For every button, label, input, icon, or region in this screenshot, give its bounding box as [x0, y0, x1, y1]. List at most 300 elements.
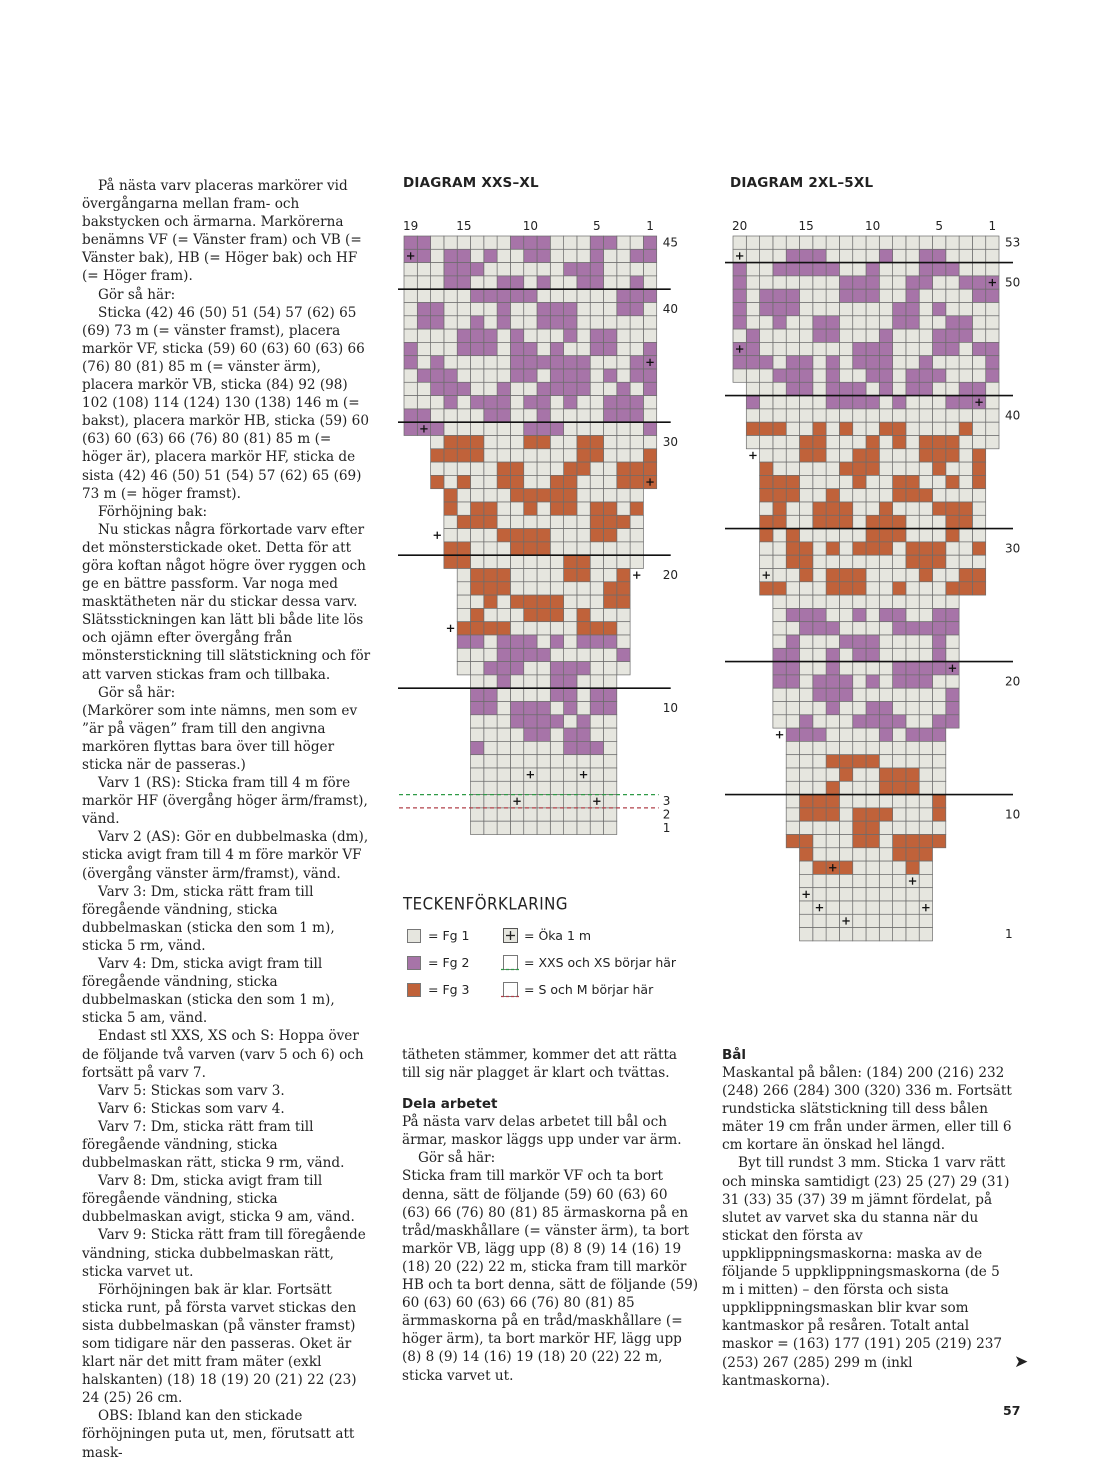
- grid-cell: [497, 795, 510, 808]
- grid-cell: [510, 542, 523, 555]
- grid-cell: [617, 409, 630, 422]
- paragraph: Byt till rundst 3 mm. Sticka 1 varv rätt och minska samtidigt (23) 25 (27) 29 (31) 31 (33) 35 (37) 39 m jämnt fördelat, på slutet av varvet ska du stanna när du stickat den första av uppklippningsmaskorna: maska av de följande 5 uppklippningsmaskorna (de 5 m i mitten) – den första och sista uppklippningsmaskan blir kvar som kantmaskor på resåren. Totalt antal maskor = (163) 177 (191) 205 (219) 237 (253) 267 (285) 299 m (inkl kantmaskorna).: [722, 1155, 1010, 1389]
- grid-cell: [404, 356, 417, 369]
- grid-cell: [972, 236, 985, 249]
- grid-cell: [404, 422, 417, 435]
- grid-cell: [853, 529, 866, 542]
- grid-cell: [893, 675, 906, 688]
- grid-cell: [524, 236, 537, 249]
- grid-cell: [933, 595, 946, 608]
- grid-cell: [760, 555, 773, 568]
- grid-cell: [813, 249, 826, 262]
- grid-cell: [773, 289, 786, 302]
- grid-cell: [550, 529, 563, 542]
- column-number: 19: [403, 219, 419, 233]
- grid-cell: [773, 608, 786, 621]
- grid-cell: [577, 662, 590, 675]
- grid-cell: [893, 635, 906, 648]
- grid-cell: [537, 263, 550, 276]
- grid-cell: [617, 396, 630, 409]
- grid-cell: [853, 781, 866, 794]
- grid-cell: [404, 289, 417, 302]
- grid-cell: [906, 382, 919, 395]
- grid-cell: [879, 369, 892, 382]
- grid-cell: [786, 569, 799, 582]
- grid-cell: [510, 382, 523, 395]
- grid-cell: [577, 622, 590, 635]
- grid-cell: [800, 755, 813, 768]
- grid-cell: [577, 236, 590, 249]
- grid-cell: [590, 276, 603, 289]
- grid-cell: [590, 569, 603, 582]
- grid-cell: [577, 675, 590, 688]
- grid-cell: [444, 436, 457, 449]
- grid-cell: [773, 329, 786, 342]
- grid-cell: [919, 874, 932, 887]
- grid-cell: [590, 449, 603, 462]
- grid-cell: [537, 342, 550, 355]
- grid-cell: [893, 795, 906, 808]
- grid-cell: [484, 529, 497, 542]
- grid-cell: [604, 648, 617, 661]
- grid-cell: [959, 555, 972, 568]
- grid-cell: [524, 741, 537, 754]
- grid-cell: [906, 249, 919, 262]
- grid-cell: [431, 422, 444, 435]
- grid-cell: [604, 608, 617, 621]
- grid-cell: [431, 236, 444, 249]
- grid-cell: [431, 449, 444, 462]
- grid-cell: [497, 515, 510, 528]
- grid-cell: [972, 475, 985, 488]
- grid-cell: [800, 409, 813, 422]
- grid-cell: [786, 396, 799, 409]
- grid-cell: [457, 436, 470, 449]
- grid-cell: [497, 329, 510, 342]
- grid-cell: [590, 728, 603, 741]
- grid-cell: [800, 515, 813, 528]
- grid-cell: [564, 422, 577, 435]
- grid-cell: [773, 422, 786, 435]
- grid-cell: [906, 635, 919, 648]
- grid-cell: [524, 688, 537, 701]
- grid-cell: [986, 289, 999, 302]
- grid-cell: [839, 595, 852, 608]
- grid-cell: [404, 236, 417, 249]
- grid-cell: [893, 475, 906, 488]
- grid-cell: [510, 276, 523, 289]
- grid-cell: [893, 382, 906, 395]
- grid-cell: [590, 768, 603, 781]
- grid-cell: [879, 316, 892, 329]
- grid-cell: [866, 768, 879, 781]
- grid-cell: [972, 249, 985, 262]
- grid-cell: [826, 382, 839, 395]
- grid-cell: [484, 542, 497, 555]
- grid-cell: [444, 249, 457, 262]
- grid-cell: [431, 382, 444, 395]
- grid-cell: [550, 702, 563, 715]
- grid-cell: [786, 582, 799, 595]
- grid-cell: [577, 316, 590, 329]
- legend-label-xxs-start: = XXS och XS börjar här: [524, 955, 677, 970]
- grid-cell: [919, 835, 932, 848]
- grid-cell: [853, 914, 866, 927]
- grid-cell: [933, 502, 946, 515]
- grid-cell: [986, 236, 999, 249]
- grid-cell: [524, 449, 537, 462]
- grid-cell: [471, 422, 484, 435]
- grid-cell: [577, 409, 590, 422]
- grid-cell: [471, 409, 484, 422]
- grid-cell: [417, 329, 430, 342]
- increase-icon: [503, 928, 519, 944]
- grid-cell: [733, 369, 746, 382]
- grid-cell: [853, 369, 866, 382]
- grid-cell: [471, 342, 484, 355]
- grid-cell: [893, 502, 906, 515]
- grid-cell: [457, 422, 470, 435]
- grid-cell: [893, 489, 906, 502]
- grid-cell: [497, 396, 510, 409]
- grid-cell: [813, 861, 826, 874]
- grid-cell: [946, 648, 959, 661]
- grid-cell: [839, 688, 852, 701]
- grid-cell: [933, 276, 946, 289]
- paragraph: Varv 5: Stickas som varv 3.: [98, 1082, 285, 1099]
- grid-cell: [933, 449, 946, 462]
- grid-cell: [497, 569, 510, 582]
- grid-cell: [643, 396, 656, 409]
- grid-cell: [550, 755, 563, 768]
- grid-cell: [879, 555, 892, 568]
- grid-cell: [510, 741, 523, 754]
- grid-cell: [946, 263, 959, 276]
- grid-cell: [643, 342, 656, 355]
- grid-cell: [839, 542, 852, 555]
- grid-cell: [746, 382, 759, 395]
- grid-cell: [800, 329, 813, 342]
- grid-cell: [457, 582, 470, 595]
- grid-cell: [471, 715, 484, 728]
- grid-cell: [510, 702, 523, 715]
- grid-cell: [564, 396, 577, 409]
- grid-cell: [946, 475, 959, 488]
- grid-cell: [484, 662, 497, 675]
- grid-cell: [457, 475, 470, 488]
- grid-cell: [893, 396, 906, 409]
- row-number: 10: [1005, 807, 1021, 822]
- grid-cell: [906, 648, 919, 661]
- grid-cell: [972, 382, 985, 395]
- grid-cell: [933, 462, 946, 475]
- grid-cell: [746, 236, 759, 249]
- grid-cell: [839, 848, 852, 861]
- grid-cell: [590, 289, 603, 302]
- grid-cell: [497, 741, 510, 754]
- grid-cell: [813, 502, 826, 515]
- grid-cell: [773, 236, 786, 249]
- grid-cell: [550, 329, 563, 342]
- grid-cell: [510, 622, 523, 635]
- grid-cell: [484, 622, 497, 635]
- grid-cell: [853, 329, 866, 342]
- grid-cell: [537, 821, 550, 834]
- grid-cell: [773, 316, 786, 329]
- grid-cell: [773, 409, 786, 422]
- grid-cell: [800, 715, 813, 728]
- grid-cell: [919, 449, 932, 462]
- grid-cell: [946, 529, 959, 542]
- grid-cell: [510, 249, 523, 262]
- grid-cell: [813, 555, 826, 568]
- grid-cell: [537, 542, 550, 555]
- grid-cell: [484, 768, 497, 781]
- grid-cell: [431, 409, 444, 422]
- grid-cell: [800, 356, 813, 369]
- grid-cell: [879, 502, 892, 515]
- grid-cell: [604, 422, 617, 435]
- grid-cell: [800, 848, 813, 861]
- grid-cell: [879, 821, 892, 834]
- grid-cell: [773, 542, 786, 555]
- grid-cell: [510, 436, 523, 449]
- grid-cell: [906, 808, 919, 821]
- grid-cell: [786, 475, 799, 488]
- grid-cell: [457, 595, 470, 608]
- grid-cell: [746, 422, 759, 435]
- grid-cell: [537, 595, 550, 608]
- grid-cell: [773, 688, 786, 701]
- grid-cell: [537, 356, 550, 369]
- grid-cell: [879, 662, 892, 675]
- grid-cell: [853, 303, 866, 316]
- grid-cell: [577, 502, 590, 515]
- grid-cell: [604, 542, 617, 555]
- grid-cell: [564, 436, 577, 449]
- paragraph: Varv 7: Dm, sticka rätt fram till föregående vändning, sticka dubbelmaskan rätt, sticka 9 rm, vänd.: [82, 1118, 345, 1172]
- grid-cell: [510, 529, 523, 542]
- grid-cell: [866, 449, 879, 462]
- grid-cell: [497, 462, 510, 475]
- grid-cell: [431, 396, 444, 409]
- grid-cell: [786, 595, 799, 608]
- grid-cell: [826, 529, 839, 542]
- grid-cell: [577, 462, 590, 475]
- grid-cell: [577, 289, 590, 302]
- grid-cell: [866, 835, 879, 848]
- grid-cell: [813, 608, 826, 621]
- grid-cell: [604, 529, 617, 542]
- grid-cell: [524, 409, 537, 422]
- grid-cell: [604, 249, 617, 262]
- grid-cell: [972, 342, 985, 355]
- grid-cell: [404, 263, 417, 276]
- grid-cell: [760, 303, 773, 316]
- grid-cell: [933, 821, 946, 834]
- grid-cell: [524, 595, 537, 608]
- grid-cell: [972, 289, 985, 302]
- grid-cell: [813, 475, 826, 488]
- grid-cell: [630, 316, 643, 329]
- row-number: 20: [1005, 674, 1021, 689]
- grid-cell: [866, 728, 879, 741]
- continue-arrow-icon: ➤: [1014, 1352, 1029, 1372]
- grid-cell: [972, 515, 985, 528]
- grid-cell: [617, 422, 630, 435]
- grid-cell: [933, 635, 946, 648]
- grid-cell: [524, 289, 537, 302]
- grid-cell: [906, 409, 919, 422]
- grid-cell: [893, 356, 906, 369]
- grid-cell: [972, 263, 985, 276]
- grid-cell: [879, 928, 892, 941]
- grid-cell: [444, 529, 457, 542]
- grid-cell: [906, 688, 919, 701]
- grid-cell: [404, 303, 417, 316]
- grid-cell: [879, 688, 892, 701]
- grid-cell: [471, 741, 484, 754]
- grid-cell: [800, 475, 813, 488]
- grid-cell: [959, 542, 972, 555]
- paragraph: Varv 6: Stickas som varv 4.: [98, 1100, 285, 1117]
- grid-cell: [590, 555, 603, 568]
- grid-cell: [746, 316, 759, 329]
- grid-cell: [497, 356, 510, 369]
- grid-cell: [826, 396, 839, 409]
- grid-cell: [919, 888, 932, 901]
- grid-cell: [866, 888, 879, 901]
- grid-cell: [919, 396, 932, 409]
- grid-cell: [760, 236, 773, 249]
- grid-cell: [813, 409, 826, 422]
- grid-cell: [853, 316, 866, 329]
- grid-cell: [786, 808, 799, 821]
- grid-cell: [484, 236, 497, 249]
- grid-cell: [550, 475, 563, 488]
- grid-cell: [497, 542, 510, 555]
- grid-cell: [484, 382, 497, 395]
- grid-cell: [773, 582, 786, 595]
- grid-cell: [919, 595, 932, 608]
- grid-cell: [826, 608, 839, 621]
- grid-cell: [524, 462, 537, 475]
- grid-cell: [617, 369, 630, 382]
- grid-cell: [906, 555, 919, 568]
- grid-cell: [760, 462, 773, 475]
- grid-cell: [946, 276, 959, 289]
- grid-cell: [431, 369, 444, 382]
- grid-cell: [497, 728, 510, 741]
- grid-cell: [577, 595, 590, 608]
- grid-cell: [986, 436, 999, 449]
- grid-cell: [839, 409, 852, 422]
- grid-cell: [879, 289, 892, 302]
- continuation-text: tätheten stämmer, kommer det att rätta till sig när plagget är klart och tvättas.: [402, 1047, 678, 1082]
- grid-cell: [471, 303, 484, 316]
- grid-cell: [919, 555, 932, 568]
- grid-cell: [773, 515, 786, 528]
- grid-cell: [497, 303, 510, 316]
- grid-cell: [879, 608, 892, 621]
- grid-cell: [564, 755, 577, 768]
- grid-cell: [604, 675, 617, 688]
- grid-cell: [853, 502, 866, 515]
- grid-cell: [919, 502, 932, 515]
- grid-cell: [906, 396, 919, 409]
- grid-cell: [577, 728, 590, 741]
- grid-cell: [919, 861, 932, 874]
- grid-cell: [800, 835, 813, 848]
- grid-cell: [972, 356, 985, 369]
- grid-cell: [813, 848, 826, 861]
- grid-cell: [839, 662, 852, 675]
- grid-cell: [813, 728, 826, 741]
- grid-cell: [800, 582, 813, 595]
- grid-cell: [919, 648, 932, 661]
- grid-cell: [853, 422, 866, 435]
- grid-cell: [839, 795, 852, 808]
- grid-cell: [919, 728, 932, 741]
- grid-cell: [760, 249, 773, 262]
- grid-cell: [484, 648, 497, 661]
- grid-cell: [933, 289, 946, 302]
- grid-cell: [800, 874, 813, 887]
- grid-cell: [826, 688, 839, 701]
- grid-cell: [510, 808, 523, 821]
- grid-cell: [537, 635, 550, 648]
- grid-cell: [510, 475, 523, 488]
- grid-cell: [537, 462, 550, 475]
- grid-cell: [564, 648, 577, 661]
- row-number: 40: [662, 302, 678, 317]
- grid-cell: [431, 289, 444, 302]
- grid-cell: [813, 741, 826, 754]
- grid-cell: [590, 741, 603, 754]
- grid-cell: [577, 608, 590, 621]
- grid-cell: [604, 382, 617, 395]
- grid-cell: [893, 888, 906, 901]
- grid-cell: [919, 608, 932, 621]
- grid-cell: [786, 529, 799, 542]
- grid-cell: [946, 409, 959, 422]
- grid-cell: [630, 369, 643, 382]
- grid-cell: [590, 263, 603, 276]
- grid-cell: [826, 595, 839, 608]
- grid-cell: [617, 289, 630, 302]
- grid-cell: [972, 569, 985, 582]
- grid-cell: [786, 821, 799, 834]
- grid-cell: [550, 542, 563, 555]
- grid-cell: [457, 662, 470, 675]
- grid-cell: [826, 888, 839, 901]
- grid-cell: [577, 582, 590, 595]
- grid-cell: [826, 409, 839, 422]
- grid-cell: [484, 276, 497, 289]
- grid-cell: [524, 529, 537, 542]
- grid-cell: [510, 303, 523, 316]
- grid-cell: [484, 795, 497, 808]
- grid-cell: [471, 369, 484, 382]
- grid-cell: [866, 289, 879, 302]
- grid-cell: [839, 396, 852, 409]
- grid-cell: [484, 449, 497, 462]
- grid-cell: [471, 289, 484, 302]
- grid-cell: [404, 316, 417, 329]
- grid-cell: [826, 475, 839, 488]
- grid-cell: [617, 356, 630, 369]
- grid-cell: [986, 263, 999, 276]
